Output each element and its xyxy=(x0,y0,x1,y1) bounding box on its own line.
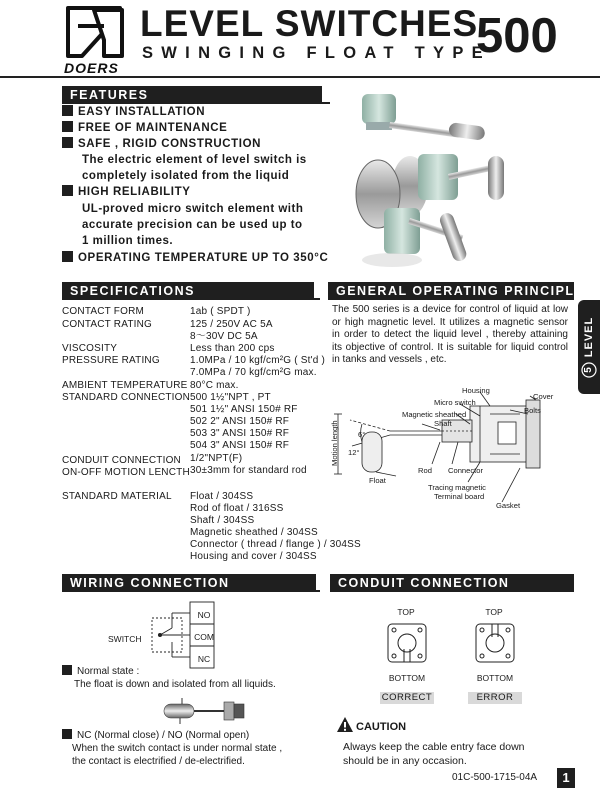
spec-value: 501 1½" ANSI 150# RF xyxy=(190,404,298,415)
spec-value: 504 3" ANSI 150# RF xyxy=(190,440,290,451)
tab-number: 5 xyxy=(583,367,594,373)
label-shaft: Shaft xyxy=(434,419,452,428)
page-subtitle: SWINGING FLOAT TYPE xyxy=(142,44,491,62)
header-rule xyxy=(0,76,600,78)
spec-value: Magnetic sheathed / 304SS xyxy=(190,527,318,538)
caution-text: Always keep the cable entry face down xyxy=(343,741,525,753)
tab-label: LEVEL xyxy=(583,316,595,358)
model-number: 500 xyxy=(476,9,558,63)
spec-value: 1.0MPa / 10 kgf/cm²G ( St'd ) xyxy=(190,355,325,366)
spec-label: VISCOSITY xyxy=(62,343,118,354)
label-angle-6: 6° xyxy=(358,430,366,439)
bullet-square xyxy=(62,665,72,675)
spec-label: CONTACT RATING xyxy=(62,319,153,330)
spec-label: STANDARD MATERIAL xyxy=(62,491,172,502)
label-float: Float xyxy=(369,476,386,485)
specifications-heading: SPECIFICATIONS xyxy=(62,282,314,300)
label-angle-12: 12° xyxy=(348,448,360,457)
label-micro-switch: Micro switch xyxy=(434,398,476,407)
spec-value: Shaft / 304SS xyxy=(190,515,255,526)
caution-title: CAUTION xyxy=(356,721,407,733)
conduit-correct-icon xyxy=(384,620,430,666)
feature-desc: UL-proved micro switch element with xyxy=(82,203,304,215)
spec-value: 502 2" ANSI 150# RF xyxy=(190,416,290,427)
features-heading: FEATURES xyxy=(62,86,322,104)
spec-value: Connector ( thread / flange ) / 304SS xyxy=(190,539,361,550)
side-tab-level[interactable] xyxy=(578,300,600,394)
spec-value: 1/2"NPT(F) xyxy=(190,453,243,464)
spec-value: 30±3mm for standard rod xyxy=(190,465,307,476)
nc-no-title: NC (Normal close) / NO (Normal open) xyxy=(62,729,249,742)
conduit-error-icon xyxy=(472,620,518,666)
bullet-square xyxy=(62,251,73,262)
page-number: 1 xyxy=(557,768,575,788)
terminal-nc: NC xyxy=(197,654,211,664)
spec-value: 80°C max. xyxy=(190,380,239,391)
correct-badge: CORRECT xyxy=(381,692,433,703)
feature-item: FREE OF MAINTENANCE xyxy=(62,120,227,136)
spec-value: 1ab ( SPDT ) xyxy=(190,306,251,317)
spec-value: 503 3" ANSI 150# RF xyxy=(190,428,290,439)
wiring-rule xyxy=(62,590,320,592)
normal-state-title: Normal state : xyxy=(62,665,139,678)
principle-heading: GENERAL OPERATING PRINCIPLE xyxy=(328,282,574,300)
doers-logo xyxy=(64,6,126,58)
terminal-no: NO xyxy=(197,610,211,620)
terminal-com: COM xyxy=(194,632,214,642)
caution-warning-icon xyxy=(336,716,354,733)
bullet-square xyxy=(62,185,73,196)
normal-state-desc: The float is down and isolated from all liquids. xyxy=(74,679,276,690)
error-badge: ERROR xyxy=(468,692,522,704)
spec-value: Less than 200 cps xyxy=(190,343,275,354)
spec-label: AMBIENT TEMPERATURE xyxy=(62,380,188,391)
conduit-error-top: TOP xyxy=(485,607,503,617)
spec-label: PRESSURE RATING xyxy=(62,355,160,366)
feature-item: HIGH RELIABILITY xyxy=(62,184,190,200)
nc-no-desc: the contact is electrified / de-electrified. xyxy=(72,756,245,767)
principle-rule xyxy=(328,298,574,300)
label-terminal-board: Terminal board xyxy=(434,492,485,501)
bullet-square xyxy=(62,729,72,739)
switch-label: SWITCH xyxy=(108,634,142,644)
conduit-rule xyxy=(330,590,574,592)
feature-item: OPERATING TEMPERATURE UP TO 350°C xyxy=(62,250,328,266)
spec-value: 500 1½"NPT , PT xyxy=(190,392,271,403)
caution-text: should be in any occasion. xyxy=(343,755,467,767)
spec-label: CONTACT FORM xyxy=(62,306,145,317)
spec-value: Float / 304SS xyxy=(190,491,254,502)
conduit-correct-bottom: BOTTOM xyxy=(388,673,426,683)
label-housing: Housing xyxy=(462,386,490,395)
feature-desc: completely isolated from the liquid xyxy=(82,170,290,182)
bullet-square xyxy=(62,137,73,148)
label-motion-length: Motion length xyxy=(330,420,339,466)
feature-desc: 1 million times. xyxy=(82,235,174,247)
feature-desc: The electric element of level switch is xyxy=(82,154,307,166)
label-rod: Rod xyxy=(418,466,432,475)
wiring-heading: WIRING CONNECTION xyxy=(62,574,316,592)
feature-desc: accurate precision can be used up to xyxy=(82,219,303,231)
label-connector: Connector xyxy=(448,466,484,475)
spec-label: CONDUIT CONNECTION xyxy=(62,455,181,466)
bullet-square xyxy=(62,121,73,132)
feature-item: SAFE , RIGID CONSTRUCTION xyxy=(62,136,261,152)
bullet-square xyxy=(62,105,73,116)
specifications-rule xyxy=(62,298,320,300)
conduit-correct-top: TOP xyxy=(397,607,415,617)
float-down-illustration xyxy=(160,694,250,728)
principle-text: The 500 series is a device for control of liquid at low or high magnetic level. It utilizes a magnetic sensor in order to detect the liquid level , thereby attaining its objective of control. It is suitable for liquid control in tanks and vessels , etc. xyxy=(332,304,568,366)
feature-item: EASY INSTALLATION xyxy=(62,104,205,120)
label-gasket: Gasket xyxy=(496,501,521,510)
spec-label: STANDARD CONNECTION xyxy=(62,392,191,403)
spec-value: 8～30V DC 5A xyxy=(190,331,258,342)
spec-value: Housing and cover / 304SS xyxy=(190,551,317,562)
spec-value: Rod of float / 316SS xyxy=(190,503,284,514)
label-tracing-magnetic: Tracing magnetic xyxy=(428,483,486,492)
label-bolts: Bolts xyxy=(524,406,541,415)
document-code: 01C-500-1715-04A xyxy=(452,772,538,783)
nc-no-desc: When the switch contact is under normal state , xyxy=(72,743,283,754)
label-cover: Cover xyxy=(533,392,554,401)
label-magnetic-sheathed: Magnetic sheathed xyxy=(402,410,467,419)
logo-text: DOERS xyxy=(64,60,119,76)
spec-value: 7.0MPa / 70 kgf/cm²G max. xyxy=(190,367,317,378)
spec-label: ON-OFF MOTION LENCTH xyxy=(62,467,190,478)
page-title: LEVEL SWITCHES xyxy=(140,3,479,44)
spec-value: 125 / 250V AC 5A xyxy=(190,319,273,330)
conduit-heading: CONDUIT CONNECTION xyxy=(330,574,574,592)
product-photo xyxy=(340,90,560,280)
conduit-error-bottom: BOTTOM xyxy=(476,673,514,683)
